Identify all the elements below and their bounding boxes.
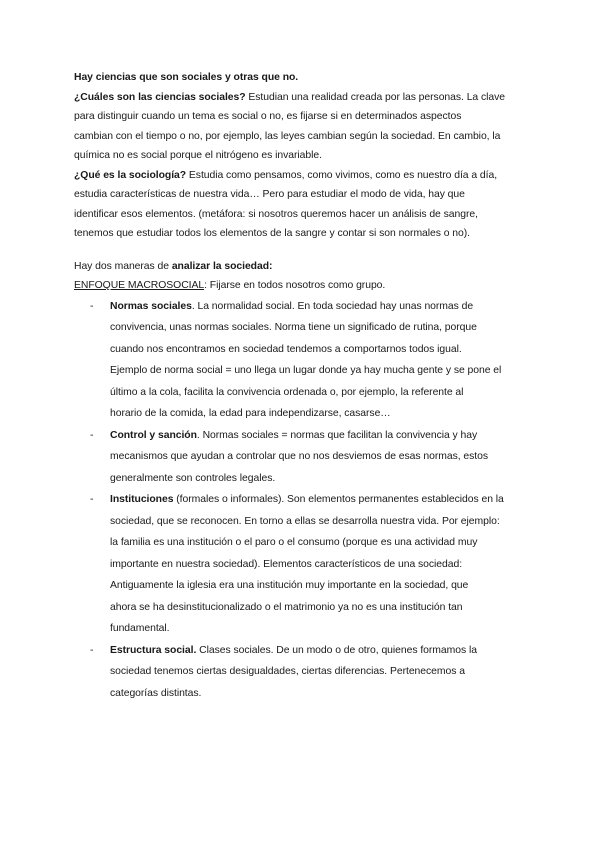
bullet-line: sociedad tenemos ciertas desigualdades, ciertas diferencias. Pertenecemos a <box>110 666 465 677</box>
bullet-first-line <box>110 489 544 511</box>
q1-line-3: cambian con el tiempo o no, por ejemplo, las leyes cambian según la sociedad. En cambio, la <box>74 130 501 142</box>
bullet-line: convivencia, unas normas sociales. Norma tiene un significado de rutina, porque <box>110 322 477 333</box>
bullet-line: la familia es una institución o el paro o el consumo (porque es una actividad muy <box>110 537 478 548</box>
bullet-text: . La normalidad social. En toda sociedad hay unas normas de <box>191 300 474 312</box>
q2-answer-start: Estudia como pensamos, como vivimos, como es nuestro día a día, <box>186 169 498 181</box>
q1-question: ¿Cuáles son las ciencias sociales? <box>74 91 246 103</box>
bullet-text: Clases sociales. De un modo o de otro, quienes formamos la <box>196 644 477 656</box>
list-item <box>74 425 544 490</box>
q2-line-3: identificar esos elementos. (metáfora: si nosotros queremos hacer un análisis de sangre, <box>74 208 478 220</box>
enfoque-heading: ENFOQUE MACROSOCIAL <box>74 280 205 291</box>
bullet-line: último a la cola, facilita la convivencia ordenada o, por ejemplo, la referente al <box>110 386 464 398</box>
q2-line-4: tenemos que estudiar todos los elementos de la sangre y contar si son normales o no). <box>74 228 471 239</box>
q2-line-1 <box>74 166 544 186</box>
bullet-first-line <box>110 640 544 662</box>
bullet-term: Control y sanción <box>110 429 197 441</box>
q1-line-1 <box>74 88 544 108</box>
bullet-first-line <box>110 425 544 447</box>
q1-line-4: química no es social porque el nitrógeno es invariable. <box>74 150 322 161</box>
bullet-line: sociedad, que se reconocen. En torno a ellas se desarrolla nuestra vida. Por ejemplo: <box>110 515 500 527</box>
list-item <box>74 489 544 640</box>
enfoque-line <box>74 276 544 296</box>
q1-line-2: para distinguir cuando un tema es social o no, es fijarse si en determinados aspectos <box>74 111 462 122</box>
bullet-term: Instituciones <box>110 494 174 505</box>
document-page <box>74 68 544 704</box>
list-item <box>74 296 544 425</box>
bullet-line: Ejemplo de norma social = uno llega un lugar donde ya hay mucha gente y se pone el <box>110 365 502 376</box>
list-item <box>74 640 544 705</box>
q2-line-2: estudia características de nuestra vida… Pero para estudiar el modo de vida, hay que <box>74 189 465 200</box>
bullet-line: mecanismos que ayudan a controlar que no nos desviemos de esas normas, estos <box>110 451 488 462</box>
bullet-text: (formales o informales). Son elementos permanentes establecidos en la <box>173 494 504 505</box>
bullet-line: fundamental. <box>110 623 170 634</box>
bullet-line: Antiguamente la iglesia era una institución muy importante en la sociedad, que <box>110 580 469 591</box>
enfoque-description: : Fijarse en todos nosotros como grupo. <box>204 280 386 291</box>
bullet-first-line <box>110 296 544 318</box>
q2-question: ¿Qué es la sociología? <box>74 169 187 181</box>
bullet-line: importante en nuestra sociedad). Elementos característicos de una sociedad: <box>110 558 463 570</box>
bullet-line: horario de la comida, la edad para independizarse, casarse… <box>110 408 391 419</box>
section-intro-bold: analizar la sociedad: <box>171 260 273 272</box>
bullet-term: Normas sociales <box>110 300 192 312</box>
intro-title: Hay ciencias que son sociales y otras que no. <box>74 72 299 83</box>
bullet-line: ahora se ha desinstitucionalizado o el matrimonio ya no es una institución tan <box>110 601 463 613</box>
bullet-line: cuando nos encontramos en sociedad tendemos a comportarnos todos igual. <box>110 343 462 355</box>
section-intro-text: Hay dos maneras de <box>74 260 172 272</box>
bullet-dash: - <box>90 644 94 656</box>
section-intro <box>74 257 544 277</box>
bullet-text: . Normas sociales = normas que facilitan la convivencia y hay <box>196 429 478 441</box>
bullet-dash: - <box>90 494 94 505</box>
bullet-dash: - <box>90 429 94 441</box>
bullet-line: generalmente son controles legales. <box>110 472 276 484</box>
bullet-dash: - <box>90 300 94 312</box>
spacer <box>74 244 544 257</box>
bullet-line: categorías distintas. <box>110 687 202 699</box>
bullet-term: Estructura social. <box>110 644 197 656</box>
q1-answer-start: Estudian una realidad creada por las personas. La clave <box>245 91 506 103</box>
